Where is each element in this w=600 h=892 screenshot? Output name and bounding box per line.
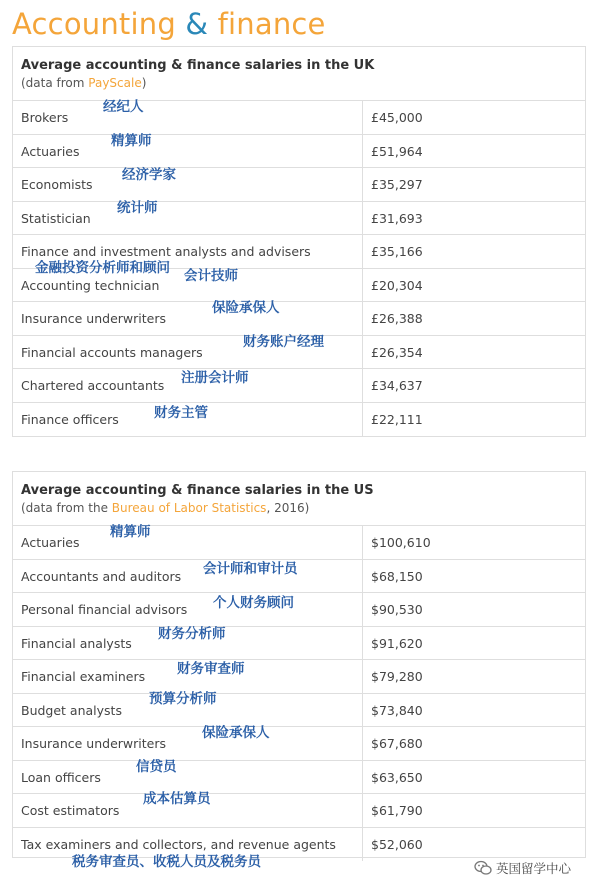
salary-value: £26,388 [371,311,423,326]
table-row [13,727,585,761]
column-divider [362,302,363,335]
job-title: Statistician [21,210,91,226]
table-row [13,269,585,303]
column-divider [362,593,363,626]
salary-value: $91,620 [371,635,423,651]
uk-table-source-note [21,75,585,91]
column-divider [362,202,363,235]
salary-value: £20,304 [371,277,423,293]
salary-value: $52,060 [371,836,423,852]
us-source-suffix: , 2016) [266,501,310,515]
chinese-annotation: 财务分析师 [158,625,226,642]
watermark [474,858,571,878]
table-row [13,660,585,694]
job-title: Finance officers [21,411,119,427]
job-title: Budget analysts [21,702,122,718]
chinese-annotation: 经济学家 [122,167,176,183]
chinese-annotation: 精算师 [110,524,151,540]
uk-source-suffix: ) [141,76,147,90]
us-source-prefix: (data from the [21,501,112,515]
job-title: Tax examiners and collectors, and revenue agents [21,836,336,852]
column-divider [362,526,363,559]
table-row [13,593,585,627]
salary-value: £35,297 [371,177,423,192]
chinese-annotation: 金融投资分析师和顾问 [35,260,170,276]
chinese-annotation: 保险承保人 [212,300,280,316]
salary-value: $67,680 [371,736,423,751]
table-row [13,791,585,828]
job-title: Accounting technician [21,277,160,293]
chinese-annotation: 税务审查员、收税人员及税务员 [72,853,261,870]
job-title: Cost estimators [21,803,120,818]
job-title: Financial accounts managers [21,344,203,360]
column-divider [362,235,363,268]
table-row [13,302,585,336]
table-row [13,369,585,403]
column-divider [362,727,363,760]
chinese-annotation: 预算分析师 [149,690,217,707]
uk-source-link[interactable]: PayScale [88,76,142,90]
us-table-source-note [21,500,585,516]
chinese-annotation: 信贷员 [136,758,177,775]
page-title [12,4,326,44]
salary-value: £34,637 [371,378,423,393]
chinese-annotation: 经纪人 [103,99,144,115]
column-divider [362,627,363,660]
chinese-annotation: 注册会计师 [181,370,249,386]
chinese-annotation: 财务主管 [154,404,208,421]
column-divider [362,761,363,794]
table-row [13,560,585,594]
job-title: Personal financial advisors [21,602,188,617]
table-row [13,132,585,169]
salary-value: £22,111 [371,411,423,427]
column-divider [362,269,363,302]
uk-table-header [13,47,585,101]
watermark-text: 英国留学中心 [496,861,572,876]
column-divider [362,369,363,402]
title-part1: Accounting [12,7,186,41]
chinese-annotation: 统计师 [117,199,158,216]
salary-value: $79,280 [371,669,423,684]
job-title: Finance and investment analysts and advisers [21,244,311,259]
chinese-annotation: 保险承保人 [202,725,270,741]
chinese-annotation: 财务账户经理 [243,333,324,350]
title-ampersand: & [185,7,209,41]
job-title: Financial analysts [21,635,132,651]
job-title: Accountants and auditors [21,568,182,584]
column-divider [362,101,363,134]
table-row [13,690,585,728]
column-divider [362,694,363,727]
salary-value: £31,693 [371,210,423,226]
table-row [13,168,585,202]
column-divider [362,560,363,593]
salary-value: $100,610 [371,535,431,550]
column-divider [362,828,363,862]
chinese-annotation: 成本估算员 [143,791,211,807]
job-title: Insurance underwriters [21,736,166,751]
uk-table-body [13,101,585,436]
salary-value: £51,964 [371,143,423,159]
salary-value: £45,000 [371,110,423,125]
table-row [13,199,585,236]
job-title: Chartered accountants [21,378,165,393]
wechat-icon [474,860,492,876]
job-title: Actuaries [21,535,80,550]
column-divider [362,336,363,369]
job-title: Financial examiners [21,669,146,684]
table-row [13,627,585,661]
uk-source-prefix: (data from [21,76,89,90]
table-row [13,333,585,370]
column-divider [362,168,363,201]
table-row [13,526,585,560]
us-table-title: Average accounting & finance salaries in the US [21,483,374,498]
chinese-annotation: 个人财务顾问 [213,595,294,611]
job-title: Insurance underwriters [21,311,166,326]
job-title: Economists [21,177,93,192]
uk-table-title: Average accounting & finance salaries in the UK [21,58,375,73]
us-table-header [13,472,585,526]
job-title: Brokers [21,110,69,125]
column-divider [362,660,363,693]
job-title: Actuaries [21,143,80,159]
job-title: Loan officers [21,769,101,785]
us-source-link[interactable]: Bureau of Labor Statistics [111,501,267,515]
chinese-annotation: 精算师 [111,132,152,149]
salary-value: $90,530 [371,602,423,617]
title-part2: finance [208,7,326,41]
salary-value: $68,150 [371,568,423,584]
column-divider [362,794,363,827]
column-divider [362,135,363,168]
chinese-annotation: 会计师和审计员 [203,560,298,577]
chinese-annotation: 财务审查师 [177,661,245,677]
salary-value: £35,166 [371,244,423,259]
salary-value: $63,650 [371,769,423,785]
salary-value: $61,790 [371,803,423,818]
table-row [13,101,585,135]
uk-salary-table [12,46,586,437]
table-row [13,403,585,437]
table-row [13,758,585,795]
salary-value: $73,840 [371,702,423,718]
column-divider [362,403,363,437]
salary-value: £26,354 [371,344,423,360]
chinese-annotation: 会计技师 [184,267,238,284]
